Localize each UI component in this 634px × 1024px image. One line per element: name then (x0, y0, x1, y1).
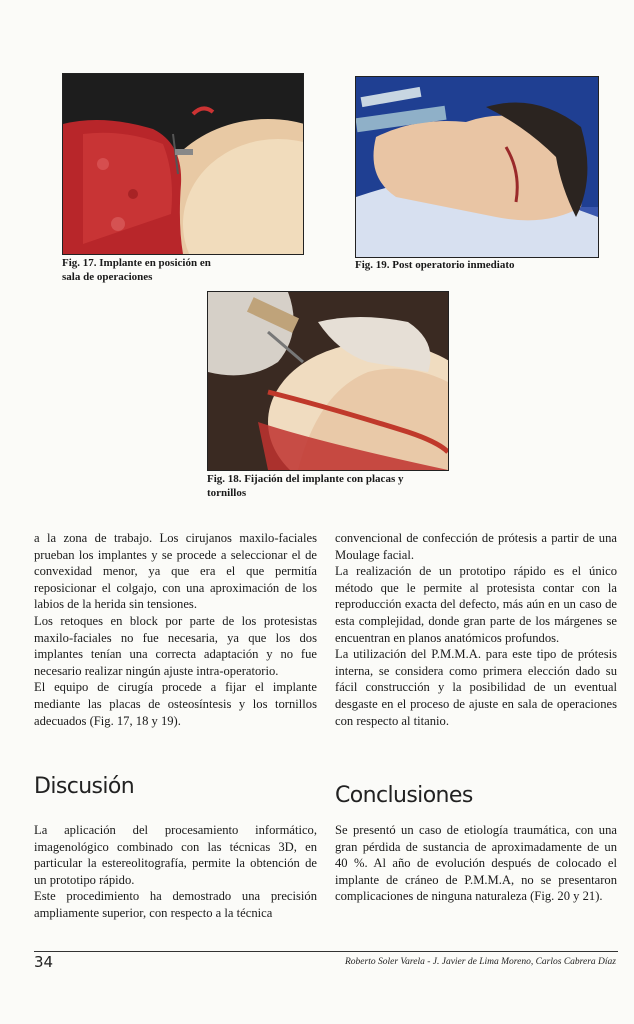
right-column-body (335, 530, 617, 729)
figure-18-caption-line2: tornillos (207, 487, 247, 499)
body-paragraph: Este procedimiento ha demostrado una precisión ampliamente superior, con respecto a la técnica (34, 889, 317, 920)
figure-17-caption-line1: Fig. 17. Implante en posición en (62, 257, 211, 269)
body-paragraph: La aplicación del procesamiento informático, imagenológico combinado con las técnicas 3D, en particular la estereolitografía, permite la obtención de un prototipo rápido. (34, 823, 317, 887)
body-paragraph: Los retoques en block por parte de los protesistas maxilo-faciales no fue necesaria, ya que los dos implantes tenían una correcta adaptación y no fue necesario realizar ningún ajuste intra-operatorio. (34, 613, 317, 678)
body-paragraph: La utilización del P.M.M.A. para este tipo de prótesis interna, se considera como primera elección dado su fácil construcción y la posibilidad de un eventual desgaste en el proceso de ajuste en sala de operaciones con respecto al titanio. (335, 647, 617, 728)
figure-19-photo (355, 76, 599, 258)
footer-rule (34, 951, 618, 952)
figure-17-photo (62, 73, 304, 255)
body-paragraph: El equipo de cirugía procede a fijar el implante mediante las placas de osteosíntesis y los tornillos adecuados (Fig. 17, 18 y 19). (34, 680, 317, 728)
figure-19-caption-text: Fig. 19. Post operatorio inmediato (355, 259, 515, 271)
figure-18-caption (207, 472, 467, 500)
heading-discusion: Discusión (34, 774, 135, 799)
body-paragraph: La realización de un prototipo rápido es el único método que le permite al protesista contar con la reproducción exacta del defecto, más aún en un caso de esta complejidad, donde gran parte de los márgenes se encuentran en planos anatómicos profundos. (335, 564, 617, 645)
figure-18-caption-line1: Fig. 18. Fijación del implante con placas y (207, 473, 404, 485)
figure-18-photo (207, 291, 449, 471)
page-number: 34 (34, 953, 54, 971)
body-paragraph: convencional de confección de prótesis a partir de una Moulage facial. (335, 531, 617, 562)
body-paragraph: Se presentó un caso de etiología traumática, con una gran pérdida de sustancia de aproximadamente de un 40 %. Al año de evolución después de colocado el implante de cráneo de P.M.M.A, no se presentaron complicaciones de ninguna naturaleza (Fig. 20 y 21). (335, 823, 617, 904)
figure-17-caption (62, 256, 302, 284)
left-column-body (34, 530, 317, 729)
body-paragraph: a la zona de trabajo. Los cirujanos maxilo-faciales prueban los implantes y se procede a seleccionar el de convexidad menor, ya que era el que permitía reposicionar el colgajo, con una aproximación de los labios de la herida sin tensiones. (34, 531, 317, 612)
figure-19-caption (355, 258, 615, 272)
heading-conclusiones: Conclusiones (335, 783, 473, 808)
footer-authors: Roberto Soler Varela - J. Javier de Lima Moreno, Carlos Cabrera Díaz (345, 957, 616, 967)
figure-17-caption-line2: sala de operaciones (62, 271, 153, 283)
discusion-body (34, 822, 317, 922)
conclusiones-body (335, 822, 617, 905)
